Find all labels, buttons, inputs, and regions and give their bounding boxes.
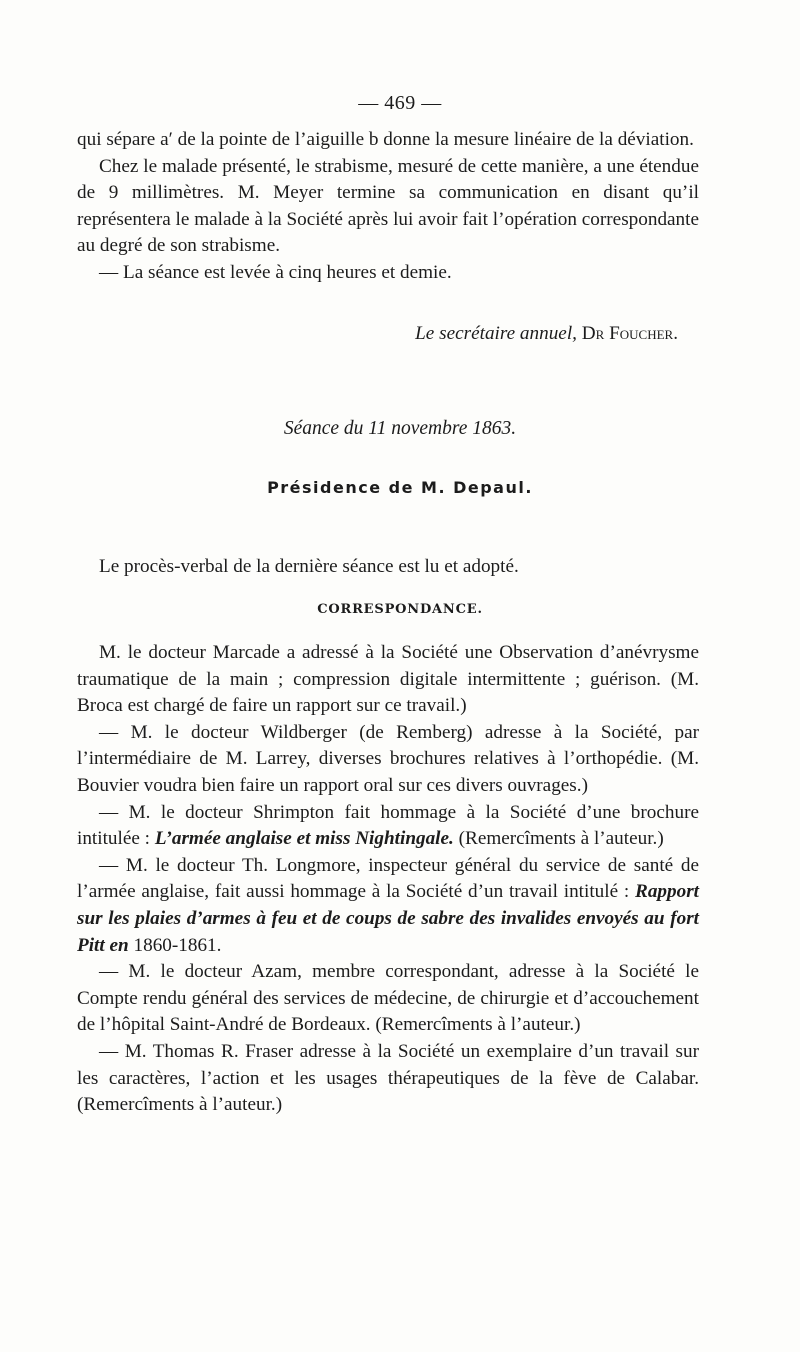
correspondance-item-shrimpton [77,800,699,853]
session-title: Séance du 11 novembre 1863. [283,418,517,439]
longmore-text: — M. le docteur Th. Longmore, inspecteur général du service de santé de l’armée anglaise, fait aussi hommage à la Société d’un travail intitulé : [77,854,699,903]
correspondance-block [77,640,699,1119]
correspondance-item-wildberger: — M. le docteur Wildberger (de Remberg) adresse à la Société, par l’intermédiaire de M. Larrey, diverses brochures relatives à l’orthopédie. (M. Bouvier voudra bien faire un rapport oral sur ces divers ouvrages.) [77,721,699,796]
page-number: — 469 — [358,92,442,114]
paragraph-strabisme: Chez le malade présenté, le strabisme, mesuré de cette manière, a une étendue de 9 millimètres. M. Meyer termine sa communication en disant qu’il représentera le malade à la Société après lui avoir fait l’opération correspondante au degré de son strabisme. [77,155,699,257]
section-heading-correspondance: CORRESPONDANCE. [317,602,483,617]
paragraph-seance-levee: — La séance est levée à cinq heures et demie. [99,261,452,283]
longmore-report-title: Rapport sur les plaies d’armes à feu et de coups de sabre des invalides envoyés au fort Pitt en [77,881,699,956]
proces-verbal-block [77,554,699,581]
shrimpton-brochure-title: L’armée anglaise et miss Nightingale. [154,828,454,850]
paragraph-proces-verbal: Le procès-verbal de la dernière séance est lu et adopté. [99,556,519,577]
correspondance-item-fraser: — M. Thomas R. Fraser adresse à la Société un exemplaire d’un travail sur les caractères, l’action et les usages thérapeutiques de la fève de Calabar. (Remercîments à l’auteur.) [77,1040,699,1116]
previous-session-conclusion [77,127,699,287]
presidency-line: Présidence de M. Depaul. [267,478,533,497]
correspondance-item-marcade: M. le docteur Marcade a adressé à la Société une Observation d’anévrysme traumatique de la main ; compression digitale intermittente ; guérison. (M. Broca est chargé de faire un rapport sur ce travail.) [77,642,699,717]
shrimpton-text: — M. le docteur Shrimpton fait hommage à la Société d’une brochure intitulée : [77,801,699,850]
shrimpton-remerciments: (Remercîments à l’auteur.) [453,828,664,850]
paragraph-deviation: qui sépare a′ de la pointe de l’aiguille b donne la mesure linéaire de la déviation. [77,129,694,150]
correspondance-item-azam: — M. le docteur Azam, membre correspondant, adresse à la Société le Compte rendu général des services de médecine, de chirurgie et d’accouchement de l’hôpital Saint-André de Bordeaux. (Remercîments à l’auteur.) [77,961,699,1036]
signature-role: Le secrétaire annuel [415,323,573,344]
signature-name: Dr Foucher. [581,323,678,344]
secretary-signature: Le secrétaire annuel, Dr Foucher. [415,323,678,344]
longmore-years: 1860-1861. [128,934,222,956]
correspondance-item-longmore [77,853,699,959]
